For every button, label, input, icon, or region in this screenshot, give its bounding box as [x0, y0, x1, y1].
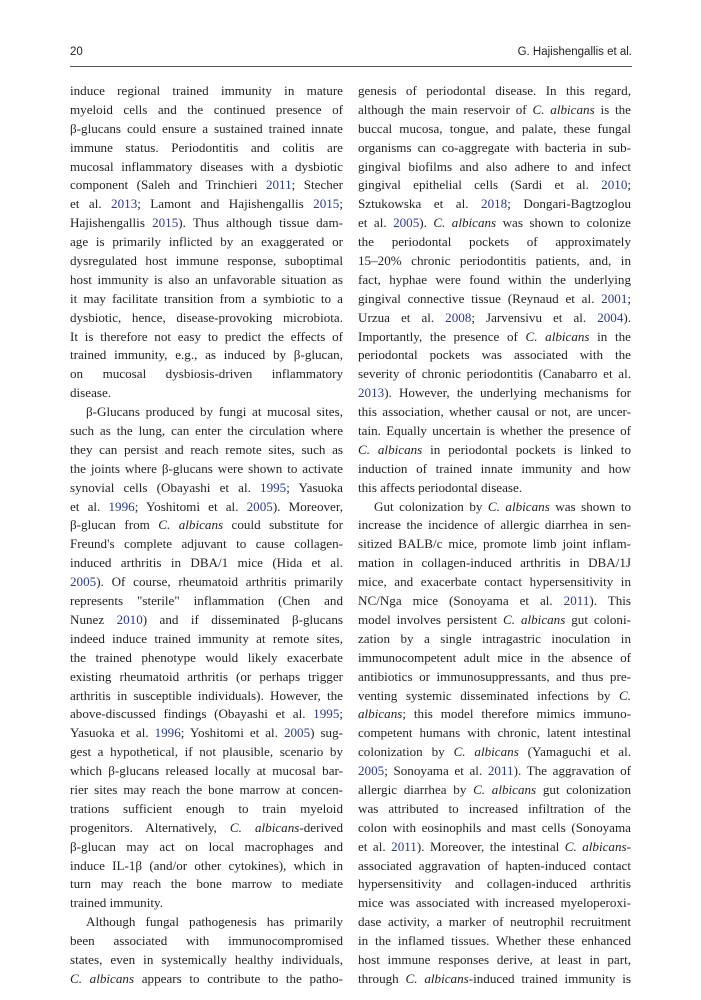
text-line: sitized BALB/c mice, promote limb joint inflam- — [358, 536, 631, 552]
text-line: associated aggravation of hapten-induced contact — [358, 857, 631, 873]
text-line: Freund's complete adjuvant to cause collagen- — [70, 536, 343, 552]
left-text-column — [70, 82, 343, 989]
running-head-authors: G. Hajishengallis et al. — [517, 46, 632, 58]
text-line: this affects periodontal disease. — [358, 479, 523, 495]
text-line: mation in collagen-induced arthritis in DBA/1J — [358, 555, 631, 571]
text-line: represents "sterile" inflammation (Chen and — [70, 593, 343, 609]
text-line: component (Saleh and Trinchieri 2011; Stecher — [70, 177, 343, 193]
text-line: organisms can co-aggregate with bacteria in sub- — [358, 139, 631, 155]
text-line: mice was associated with increased myeloperoxi- — [358, 895, 631, 911]
text-line: the trained phenotype would likely exacerbate — [70, 649, 343, 665]
text-line: gingival biofilms and also adhere to and infect — [358, 158, 631, 174]
text-line: 2013). However, the underlying mechanisms for — [358, 385, 631, 401]
text-line: although the main reservoir of C. albicans is the — [358, 101, 631, 117]
text-line: dysbiotic, hence, disease-provoking microbiota. — [70, 309, 343, 325]
text-line: β-glucans could ensure a sustained trained innate — [70, 120, 343, 136]
text-line: competent humans with chronic, latent intestinal — [358, 725, 631, 741]
text-line: trained immunity, e.g., as induced by β-glucan, — [70, 347, 343, 363]
text-line: β-Glucans produced by fungi at mucosal sites, — [86, 404, 343, 420]
text-line: venting systemic disseminated infections by C. — [358, 687, 631, 703]
text-line: the joints where β-glucans were shown to activate — [70, 460, 343, 476]
text-line: dysregulated host immune response, suboptimal — [70, 253, 343, 269]
text-line: Hajishengallis 2015). Thus although tissue dam- — [70, 215, 344, 231]
text-line: albicans; this model therefore mimics immuno- — [358, 706, 631, 722]
text-line: et al. 1996; Yoshitomi et al. 2005). Moreover, — [70, 498, 343, 514]
text-line: It is therefore not easy to predict the effects of — [70, 328, 343, 344]
text-line: hypersensitivity and collagen-induced arthritis — [358, 876, 631, 892]
text-line: colon with eosinophils and mast cells (Sonoyama — [358, 819, 631, 835]
text-line: induction of trained innate immunity and how — [358, 460, 631, 476]
text-line: indeed induce trained immunity at remote sites, — [70, 630, 343, 646]
text-line: C. albicans appears to contribute to the patho- — [70, 970, 343, 986]
text-line: host immune responses derive, at least in part, — [358, 951, 631, 967]
text-line: 2005; Sonoyama et al. 2011). The aggravation of — [358, 763, 631, 779]
text-line: gingival epithelial cells (Sardi et al. 2010; — [358, 177, 631, 193]
text-line: they can persist and reach remote sites, such as — [70, 441, 343, 457]
text-line: 2005). Of course, rheumatoid arthritis primarily — [70, 574, 343, 590]
text-line: in the inflamed tissues. Whether these enhanced — [358, 933, 631, 949]
text-line: buccal mucosa, tongue, and palate, these fungal — [358, 120, 631, 136]
text-line: et al. 2005). C. albicans was shown to colonize — [358, 215, 631, 231]
text-line: Urzua et al. 2008; Jarvensivu et al. 2004). — [358, 309, 632, 325]
text-line: allergic diarrhea by C. albicans gut colonization — [358, 781, 631, 797]
text-line: gingival connective tissue (Reynaud et al. 2001; — [358, 290, 631, 306]
text-line: existing rheumatoid arthritis (or perhaps trigger — [70, 668, 343, 684]
text-line: mice, and exacerbate contact hypersensitivity in — [358, 574, 631, 590]
text-line: it may facilitate transition from a symbiotic to a — [70, 290, 343, 306]
text-line: trained immunity. — [70, 895, 163, 911]
text-line: Although fungal pathogenesis has primarily — [86, 914, 343, 930]
text-line: genesis of periodontal disease. In this regard, — [358, 83, 631, 98]
text-line: been associated with immunocompromised — [70, 933, 343, 949]
text-line: above-discussed findings (Obayashi et al. 1995; — [70, 706, 343, 722]
text-line: 15–20% chronic periodontitis patients, and, in — [358, 253, 631, 269]
page-number: 20 — [70, 46, 83, 58]
text-line: on mucosal dysbiosis-driven inflammatory — [70, 366, 343, 382]
header-rule — [70, 66, 632, 67]
text-line: antibiotics or immunosuppressants, and thus pre- — [358, 668, 631, 684]
text-line: colonization by C. albicans (Yamaguchi et al. — [358, 744, 631, 760]
text-line: tain. Equally uncertain is whether the presence of — [358, 423, 631, 439]
text-line: rier sites may reach the bone marrow at concen- — [70, 781, 343, 797]
text-line: Nunez 2010) and if disseminated β-glucans — [70, 611, 343, 627]
text-line: C. albicans in periodontal pockets is linked to — [358, 441, 631, 457]
text-line: β-glucan may act on local macrophages and — [70, 838, 343, 854]
text-line: host immunity is also an unfavorable situation as — [70, 271, 343, 287]
text-line: Yasuoka et al. 1996; Yoshitomi et al. 2005) sug- — [70, 725, 343, 741]
text-line: et al. 2013; Lamont and Hajishengallis 2015; — [70, 196, 343, 212]
text-line: dase activity, a marker of neutrophil recruitment — [358, 914, 631, 930]
text-line: arthritis in susceptible individuals). However, the — [70, 687, 343, 703]
right-text-column — [358, 82, 631, 989]
text-line: periodontal pockets was associated with the — [358, 347, 631, 363]
text-line: states, even in systemically healthy individuals, — [70, 951, 343, 967]
text-line: synovial cells (Obayashi et al. 1995; Yasuoka — [70, 479, 343, 495]
text-line: Sztukowska et al. 2018; Dongari-Bagtzoglou — [358, 196, 631, 212]
text-line: through C. albicans-induced trained immunity is — [358, 970, 632, 986]
text-line: such as the lung, can enter the circulation where — [70, 423, 343, 439]
text-line: mucosal inflammatory diseases with a dysbiotic — [70, 158, 343, 174]
text-line: induce IL-1β (and/or other cytokines), which in — [70, 857, 343, 873]
text-line: NC/Nga mice (Sonoyama et al. 2011). This — [358, 593, 632, 609]
text-line: was attributed to increased infiltration of the — [358, 800, 631, 816]
text-line: model involves persistent C. albicans gut coloni- — [358, 611, 631, 627]
text-line: progenitors. Alternatively, C. albicans-derived — [70, 819, 343, 835]
text-line: turn may reach the bone marrow to mediate — [70, 876, 343, 892]
text-line: Importantly, the presence of C. albicans in the — [358, 328, 631, 344]
text-line: increase the incidence of allergic diarrhea in sen- — [358, 517, 631, 533]
text-line: disease. — [70, 385, 112, 401]
text-line: induce regional trained immunity in mature — [70, 83, 343, 98]
text-line: induced arthritis in DBA/1 mice (Hida et al. — [70, 555, 343, 571]
text-line: immunocompetent adult mice in the absence of — [358, 649, 631, 665]
text-line: et al. 2011). Moreover, the intestinal C. albicans- — [358, 838, 631, 854]
text-line: which β-glucans released locally at mucosal bar- — [70, 763, 343, 779]
text-line: immune status. Periodontitis and colitis are — [70, 139, 343, 155]
text-line: zation by a single intragastric inoculation in — [358, 630, 631, 646]
text-line: age is primarily inflicted by an exaggerated or — [70, 234, 343, 250]
text-line: myeloid cells and the continued presence of — [70, 101, 343, 117]
text-line: the periodontal pockets of approximately — [358, 234, 631, 250]
text-line: gest a hypothetical, if not plausible, scenario by — [70, 744, 343, 760]
text-line: trations sufficient enough to train myeloid — [70, 800, 343, 816]
text-line: fact, hyphae were found within the underlying — [358, 271, 631, 287]
text-line: severity of chronic periodontitis (Canabarro et al. — [358, 366, 631, 382]
text-line: this association, whether causal or not, are uncer- — [358, 404, 631, 420]
text-line: Gut colonization by C. albicans was shown to — [374, 498, 631, 514]
text-line: β-glucan from C. albicans could substitute for — [70, 517, 343, 533]
page-header — [70, 46, 632, 62]
